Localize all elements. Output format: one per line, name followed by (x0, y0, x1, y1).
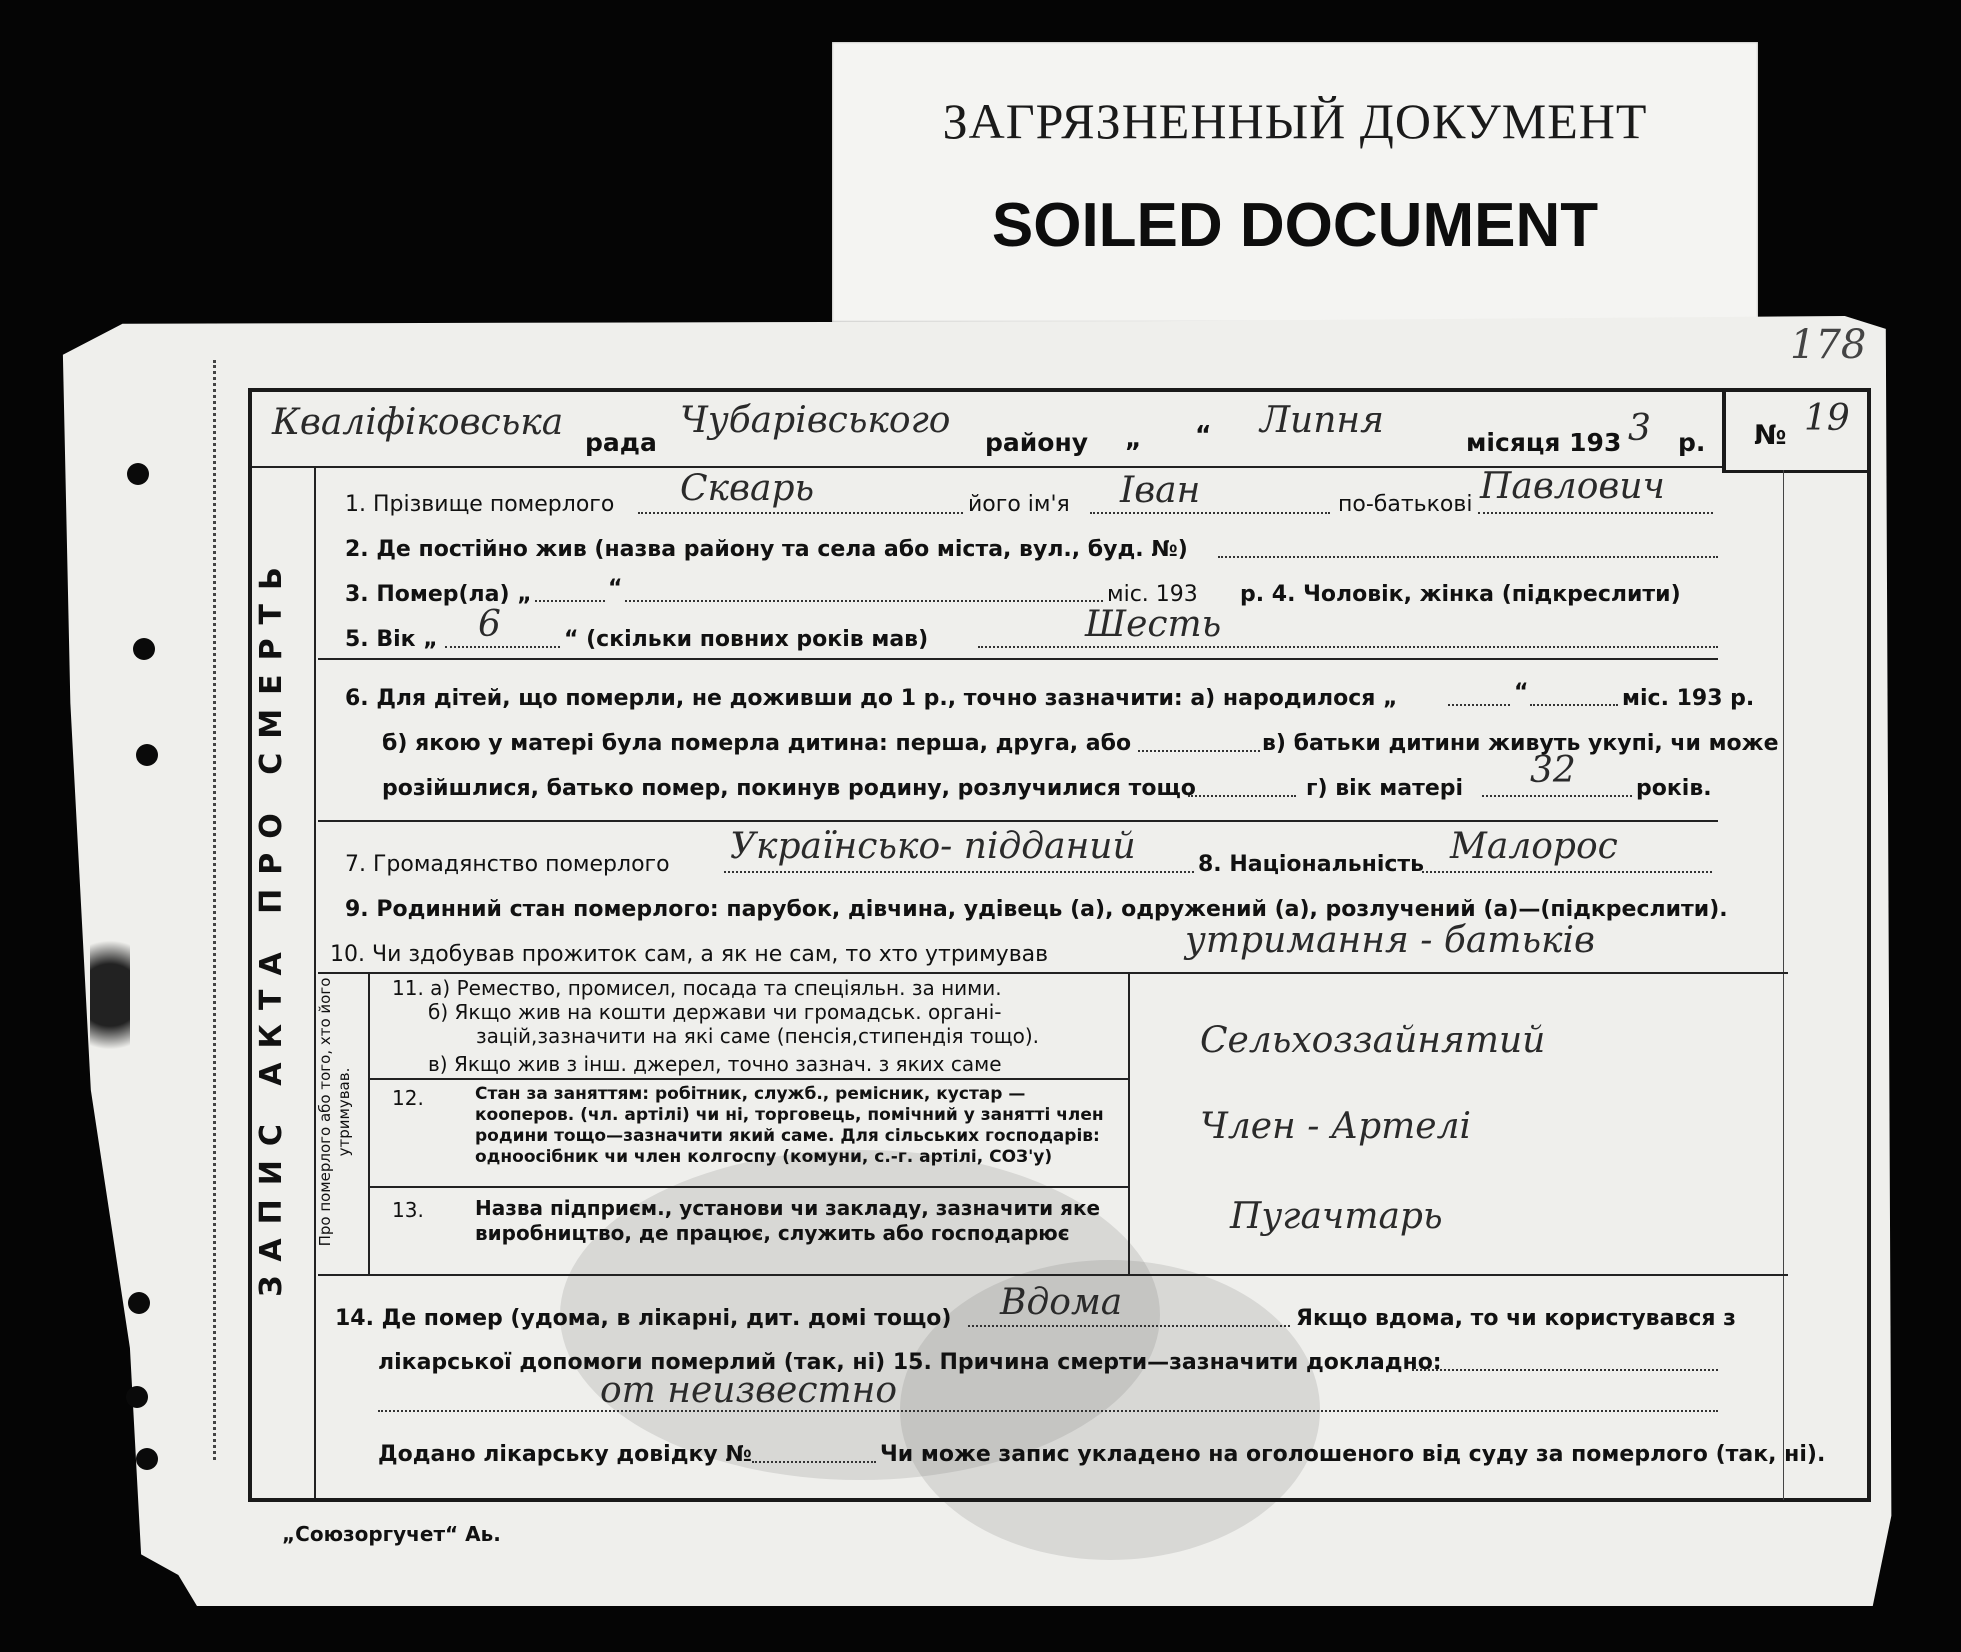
death-place-handwritten: Вдома (1000, 1282, 1123, 1323)
dotted-line (535, 600, 605, 602)
dotted-line (378, 1410, 1718, 1412)
dotted-line (1448, 704, 1510, 706)
infant-birth-month: міс. 193 р. (1622, 686, 1755, 711)
mother-age-label: г) вік матері (1306, 776, 1464, 801)
dotted-line (1530, 704, 1618, 706)
occupation-c: в) Якщо жив з інш. джерел, точно зазнач. з яких саме (428, 1052, 1002, 1076)
section-divider (318, 972, 1788, 974)
citizenship-handwritten: Українсько- підданий (730, 826, 1136, 867)
archive-page-number: 178 (1790, 322, 1867, 368)
age-explanation: “ (скільки повних років мав) (564, 627, 929, 652)
record-number-handwritten: 19 (1804, 398, 1850, 439)
cause-of-death-label: лікарської допомоги померлий (так, ні) 15. Причина смерти—зазначити докладно: (378, 1350, 1442, 1375)
sex-label: р. 4. Чоловік, жінка (підкреслити) (1240, 582, 1681, 607)
notice-title-ru: ЗАГРЯЗНЕННЫЙ ДОКУМЕНТ (942, 93, 1648, 149)
dotted-line (445, 646, 560, 648)
home-medical-label: Якщо вдома, то чи користувався з (1296, 1306, 1736, 1331)
dotted-line (1478, 512, 1713, 514)
mother-age-years: років. (1636, 776, 1712, 801)
subtitle-divider (368, 972, 370, 1274)
column-divider (1128, 972, 1130, 1274)
ink-smudge (90, 920, 130, 1070)
council-label: рада (585, 428, 657, 457)
quote-open: „ (1125, 424, 1142, 453)
death-place-label: 14. Де помер (удома, в лікарні, дит. домі тощо) (335, 1306, 952, 1331)
workplace-text: Назва підприєм., установи чи закладу, зазначити яке виробництво, де працює, служить або господарює (475, 1196, 1101, 1245)
dotted-line (1412, 1369, 1718, 1371)
employment-status-text: Стан за заняттям: робітник, служб., ремісник, кустар — кооперов. (чл. артілі) чи ні, торговець, помічний у занятті член родини тощо—зазначити який саме. Для сільських господарів: одноосібник чи член колгоспу (комуни, с.-г. артілі, СОЗ'у) (475, 1084, 1104, 1167)
workplace-handwritten: Пугачтарь (1230, 1196, 1443, 1237)
employment-num: 12. (392, 1086, 424, 1110)
livelihood-handwritten: утримання - батьків (1185, 920, 1596, 961)
livelihood-label: 10. Чи здобував прожиток сам, а як не сам, то хто утримував (330, 942, 1049, 967)
dotted-line (978, 646, 1718, 648)
punch-hole (136, 1448, 158, 1470)
section-divider (318, 658, 1718, 660)
dotted-line (724, 871, 1194, 873)
patronymic-label: по-батькові (1338, 492, 1473, 517)
punch-hole (127, 463, 149, 485)
death-date-quote: “ (608, 576, 623, 601)
subsection-divider (370, 1186, 1128, 1188)
death-month-label: міс. 193 (1107, 582, 1198, 607)
dotted-line (1482, 795, 1632, 797)
dotted-line (1090, 512, 1330, 514)
surname-label: 1. Прізвище померлого (345, 492, 615, 517)
dotted-line (625, 600, 1103, 602)
occupation-handwritten: Сельхоззайнятий (1200, 1020, 1546, 1061)
dotted-line (1218, 556, 1718, 558)
district-label: району (985, 428, 1089, 457)
number-label: № (1754, 420, 1787, 451)
parents-together-label: в) батьки дитини живуть укупі, чи може (1262, 731, 1779, 756)
quote-mid: “ (1195, 420, 1212, 449)
soiled-document-notice (832, 42, 1758, 322)
citizenship-label: 7. Громадянство померлого (345, 852, 670, 877)
occupation-b2: зацій,зазначити на які саме (пенсія,стипендія тощо). (476, 1024, 1040, 1048)
punch-hole (126, 1386, 148, 1408)
dotted-line (1188, 795, 1296, 797)
council-handwritten: Кваліфіковська (272, 402, 564, 443)
name-handwritten: Іван (1120, 470, 1201, 511)
dotted-line (638, 512, 963, 514)
side-subtitle: Про померлого або того, хто його утримував. (316, 977, 353, 1247)
year-handwritten: 3 (1628, 408, 1651, 449)
year-suffix: р. (1678, 428, 1706, 457)
age-label: 5. Вік „ (345, 627, 438, 652)
court-declared-label: Чи може запис укладено на оголошеного від суду за померлого (так, ні). (880, 1442, 1826, 1467)
perforation-line (213, 360, 216, 1460)
cause-of-death-handwritten: от неизвестно (600, 1370, 898, 1411)
record-number-cell (1722, 392, 1871, 473)
dotted-line (752, 1461, 876, 1463)
name-label: його ім'я (968, 492, 1070, 517)
month-label: місяця 193 (1466, 428, 1622, 457)
section-divider (318, 1274, 1788, 1276)
printer-imprint: „Союзоргучет“ Аь. (282, 1522, 501, 1546)
marital-status-label: 9. Родинний стан померлого: парубок, дівчина, удівець (а), одружений (а), розлучений (а)—(підкреслити). (345, 897, 1728, 922)
notice-title-en: SOILED DOCUMENT (991, 191, 1599, 260)
month-handwritten: Липня (1260, 400, 1384, 441)
nationality-label: 8. Національність (1198, 852, 1425, 877)
district-handwritten: Чубарівського (680, 400, 951, 441)
side-title: ЗАПИС АКТА ПРО СМЕРТЬ (254, 553, 289, 1297)
dotted-line (1138, 750, 1260, 752)
occupation-a: 11. а) Ремество, промисел, посада та спеціяльн. за ними. (392, 976, 1002, 1000)
infant-birth-quote: “ (1514, 680, 1529, 705)
surname-handwritten: Скварь (680, 468, 815, 509)
occupation-b1: б) Якщо жив на кошти держави чи громадськ. органі- (428, 1000, 1002, 1024)
death-date-label: 3. Помер(ла) „ (345, 582, 532, 607)
age-words-handwritten: Шесть (1085, 604, 1222, 645)
punch-hole (133, 638, 155, 660)
dotted-line (1422, 871, 1712, 873)
dotted-line (968, 1325, 1290, 1327)
section-divider (318, 820, 1718, 822)
age-handwritten: 6 (478, 604, 501, 645)
right-margin-line (1783, 470, 1784, 1500)
mother-age-handwritten: 32 (1530, 750, 1576, 791)
employment-handwritten: Член - Артелі (1200, 1106, 1472, 1147)
subsection-divider (370, 1078, 1128, 1080)
medical-certificate-label: Додано лікарську довідку № (378, 1442, 752, 1467)
nationality-handwritten: Малорос (1450, 826, 1618, 867)
infant-birth-label: 6. Для дітей, що померли, не доживши до 1 р., точно зазначити: а) народилося „ (345, 686, 1398, 711)
workplace-num: 13. (392, 1198, 424, 1222)
punch-hole (128, 1292, 150, 1314)
parents-status-label: розійшлися, батько помер, покинув родину, розлучилися тощо (382, 776, 1196, 801)
infant-order-label: б) якою у матері була померла дитина: перша, друга, або (382, 731, 1132, 756)
punch-hole (136, 744, 158, 766)
patronymic-handwritten: Павлович (1480, 466, 1665, 507)
residence-label: 2. Де постійно жив (назва району та села або міста, вул., буд. №) (345, 537, 1188, 562)
